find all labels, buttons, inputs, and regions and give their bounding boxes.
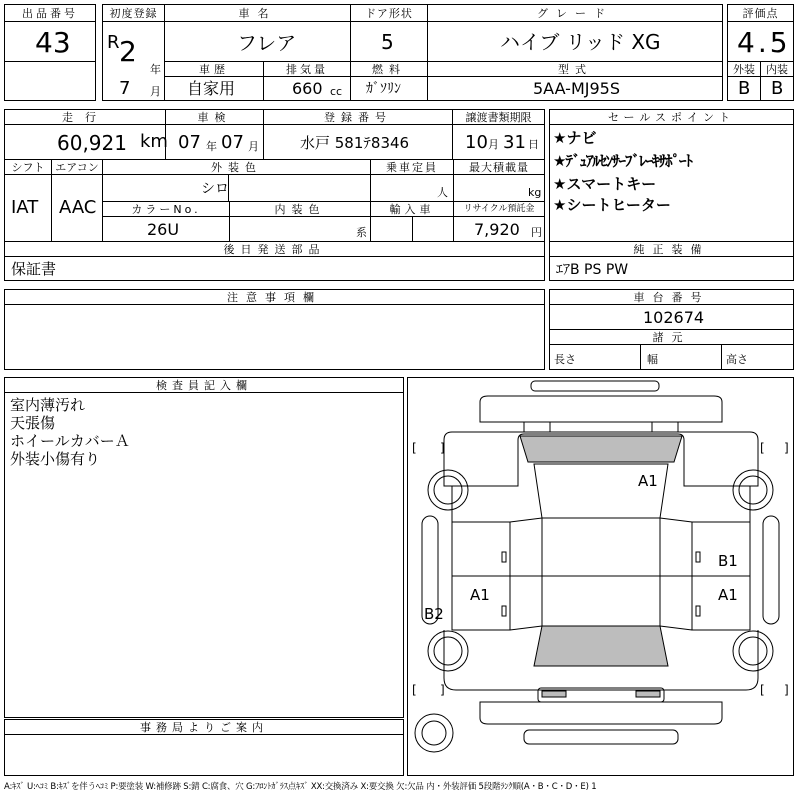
inspector-cell <box>4 392 404 718</box>
inspection-month: 07 <box>221 132 244 153</box>
displacement-unit: cc <box>330 85 343 98</box>
inspection-label: 車検 <box>197 111 232 124</box>
tail-light-right <box>636 691 660 697</box>
car-name-header <box>164 4 351 22</box>
car-history-label: 車歴 <box>199 63 229 76</box>
recycle-cell <box>453 216 545 242</box>
ext-color-divider <box>228 174 229 202</box>
transfer-label: 譲渡書類期限 <box>465 111 532 124</box>
displacement-cell <box>263 76 351 101</box>
first-reg-month-unit: 月 <box>150 85 161 98</box>
transfer-header <box>452 109 545 125</box>
sales-point-item: ★スマートキー <box>553 175 657 193</box>
plate-value: 水戸 581ﾃ8346 <box>300 134 410 152</box>
chassis-label: 車台番号 <box>633 291 710 304</box>
office-cell <box>4 734 404 776</box>
bracket-right-rear-close: ] <box>784 683 789 697</box>
notes-header <box>4 289 545 305</box>
spare-tire-inner <box>422 721 446 745</box>
bracket-right-front-open: [ <box>760 441 765 455</box>
model-value: 5AA-MJ95S <box>533 79 620 98</box>
model-label: 型式 <box>558 63 592 76</box>
transfer-day-unit: 日 <box>528 138 539 151</box>
bracket-right-rear-open: [ <box>760 683 765 697</box>
inspection-cell <box>165 124 264 160</box>
door-header <box>350 4 428 22</box>
rear-window <box>534 626 668 666</box>
mileage-header <box>4 109 166 125</box>
capacity-label: 乗車定員 <box>386 161 438 174</box>
inspector-line: 天張傷 <box>10 414 56 432</box>
mileage-cell <box>4 124 166 160</box>
capacity-header <box>370 159 454 175</box>
first-reg-header <box>102 4 165 22</box>
bracket-left-front-close: ] <box>440 441 445 455</box>
recycle-unit: 円 <box>531 226 542 239</box>
inspector-line: 室内薄汚れ <box>10 396 86 414</box>
sales-point-item: ★シートヒーター <box>553 196 671 214</box>
int-grade-cell <box>760 76 794 101</box>
model-cell <box>427 76 723 101</box>
lot-no-header <box>4 4 96 22</box>
fuel-value: ｶﾞｿﾘﾝ <box>366 81 401 97</box>
car-name-cell <box>164 21 351 62</box>
shift-cell <box>4 174 52 242</box>
lot-no-cell <box>4 21 96 62</box>
lot-no-blank-cell <box>4 61 96 101</box>
damage-mark: B2 <box>424 605 444 623</box>
capacity-cell <box>370 174 454 202</box>
sales-point-item: ★ナビ <box>553 129 597 147</box>
inspection-year-unit: 年 <box>206 140 217 153</box>
pillar-lines <box>510 518 692 630</box>
length-cell <box>549 344 641 370</box>
ac-label: エアコン <box>55 161 99 174</box>
grade-value: ハイブ リッド XG <box>500 30 661 54</box>
mileage-label: 走行 <box>62 111 108 124</box>
inspector-label: 検査員記入欄 <box>156 379 252 392</box>
color-no-label: カラーNo. <box>131 203 201 216</box>
int-color-header <box>229 201 371 217</box>
color-no-cell <box>102 216 230 242</box>
car-history-header <box>164 61 264 77</box>
office-label: 事務局よりご案内 <box>140 721 268 734</box>
score-value: 4.5 <box>737 26 791 59</box>
legend-text: A:ｷｽﾞ U:ﾍｺﾐ B:ｷｽﾞを伴うﾍｺﾐ P:要塗装 W:補修跡 S:錆 C:腐食、穴 G:ﾌﾛﾝﾄｶﾞﾗｽ点ｷｽﾞ XX:交換済み X:要交換 欠:欠品 内・外装評価 5段階ﾗﾝｸ順(A・B・C・D・E) 1 <box>4 782 597 792</box>
rear-bumper-lower <box>524 730 678 744</box>
door-handle <box>696 606 700 616</box>
equipment-cell <box>549 256 794 281</box>
int-color-label: 内装色 <box>274 203 326 216</box>
notes-label: 注意事項欄 <box>227 291 322 304</box>
grade-cell <box>427 21 723 62</box>
height-label: 高さ <box>726 353 748 366</box>
inspector-line: ホイールカバーＡ <box>10 432 130 450</box>
inspector-line: 外装小傷有り <box>10 450 101 468</box>
shift-label: シフト <box>11 161 45 174</box>
model-header <box>427 61 723 77</box>
first-reg-label: 初度登録 <box>109 7 158 20</box>
ext-color-label: 外装色 <box>211 161 262 174</box>
score-cell <box>727 21 794 62</box>
wheel-front-left-inner <box>434 476 462 504</box>
notes-cell <box>4 304 545 370</box>
fuel-cell <box>350 76 428 101</box>
ext-grade-header <box>727 61 761 77</box>
damage-mark: A1 <box>638 472 658 490</box>
first-reg-cell <box>102 21 165 101</box>
load-label: 最大積載量 <box>469 161 529 174</box>
era-value: R <box>107 32 120 53</box>
displacement-value: 660 <box>292 79 323 98</box>
ext-label: 外装 <box>733 63 755 76</box>
bracket-right-front-close: ] <box>784 441 789 455</box>
dimensions-label: 諸元 <box>652 331 691 344</box>
lot-no-value: 43 <box>35 26 71 59</box>
load-header <box>453 159 545 175</box>
inspection-month-unit: 月 <box>248 140 259 153</box>
recycle-label: リサイクル預託金 <box>463 204 535 214</box>
import-label: 輸入車 <box>389 203 435 216</box>
bracket-left-front-open: [ <box>412 441 417 455</box>
int-color-cell <box>229 216 371 242</box>
shift-value: IAT <box>11 197 39 218</box>
roof-panel <box>542 518 660 626</box>
wheel-front-right-inner <box>739 476 767 504</box>
recycle-header <box>453 201 545 217</box>
chassis-header <box>549 289 794 305</box>
bracket-left-rear-open: [ <box>412 683 417 697</box>
spare-tire <box>415 714 453 752</box>
equipment-header <box>549 241 794 257</box>
car-name-label: 車名 <box>238 7 277 20</box>
width-label: 幅 <box>647 353 658 366</box>
car-history-value: 自家用 <box>187 79 236 98</box>
damage-mark: A1 <box>470 586 490 604</box>
grade-header <box>427 4 723 22</box>
door-value: 5 <box>381 30 394 54</box>
car-diagram <box>408 378 793 775</box>
load-unit: kg <box>528 186 542 199</box>
width-cell <box>640 344 722 370</box>
side-skirt-right <box>763 516 779 624</box>
color-no-value: 26U <box>147 220 180 239</box>
door-handle <box>696 552 700 562</box>
ext-color-value: シロ <box>201 181 229 197</box>
mileage-unit: km <box>140 131 168 152</box>
damage-mark: B1 <box>718 552 738 570</box>
ac-value: AAC <box>59 197 97 218</box>
chassis-value: 102674 <box>643 308 705 327</box>
plate-label: 登録番号 <box>324 111 392 124</box>
dimensions-header <box>549 329 794 345</box>
equipment-value: ｴｱB PS PW <box>556 262 629 278</box>
fuel-label: 燃料 <box>372 63 406 76</box>
car-name-value: フレア <box>237 31 297 55</box>
door-handle <box>502 606 506 616</box>
int-color-unit: 系 <box>356 226 367 239</box>
wheel-rear-right-inner <box>739 637 767 665</box>
inspection-header <box>165 109 264 125</box>
first-reg-month: 7 <box>119 78 131 99</box>
sales-point-item: ★ﾃﾞｭｱﾙｾﾝｻｰﾌﾞﾚｰｷｻﾎﾟｰﾄ <box>553 152 692 170</box>
mileage-value: 60,921 <box>57 131 127 155</box>
capacity-unit: 人 <box>437 186 448 199</box>
windshield <box>520 436 682 462</box>
door-cell <box>350 21 428 62</box>
rear-bumper <box>480 702 722 724</box>
score-header <box>727 4 794 22</box>
load-cell <box>453 174 545 202</box>
sales-points-cell <box>549 124 794 242</box>
int-label: 内装 <box>766 63 788 76</box>
displacement-label: 排気量 <box>286 63 328 76</box>
car-history-cell <box>164 76 264 101</box>
door-front-left <box>452 522 510 576</box>
door-handle <box>502 552 506 562</box>
first-reg-year-unit: 年 <box>150 63 161 76</box>
parts-cell <box>4 256 545 281</box>
equipment-label: 純正装備 <box>633 243 710 256</box>
fuel-header <box>350 61 428 77</box>
transfer-month: 10 <box>465 132 488 153</box>
car-diagram-frame <box>407 377 794 776</box>
grade-label: グレード <box>537 7 613 20</box>
score-label: 評価点 <box>742 7 779 20</box>
parts-value: 保証書 <box>11 260 57 278</box>
office-header <box>4 719 404 735</box>
front-bumper <box>531 381 659 391</box>
headlight-right <box>652 422 678 432</box>
height-cell <box>721 344 794 370</box>
transfer-cell <box>452 124 545 160</box>
bracket-left-rear-close: ] <box>440 683 445 697</box>
door-label: ドア形状 <box>365 7 413 20</box>
ext-grade-cell <box>727 76 761 101</box>
ac-header <box>51 159 103 175</box>
shift-header <box>4 159 52 175</box>
transfer-day: 31 <box>503 132 526 153</box>
int-grade-value: B <box>771 78 784 99</box>
wheel-rear-left-inner <box>434 637 462 665</box>
plate-cell <box>263 124 453 160</box>
ext-color-header <box>102 159 371 175</box>
ext-color-cell <box>102 174 371 202</box>
inspection-year: 07 <box>178 132 201 153</box>
color-no-header <box>102 201 230 217</box>
tail-light-left <box>542 691 566 697</box>
displacement-header <box>263 61 351 77</box>
sales-points-label: セールスポイント <box>607 111 735 124</box>
ext-grade-value: B <box>738 78 751 99</box>
import-header <box>370 201 454 217</box>
import-divider <box>412 216 413 242</box>
first-reg-year: 2 <box>119 35 137 68</box>
headlight-left <box>524 422 550 432</box>
damage-mark: A1 <box>718 586 738 604</box>
plate-header <box>263 109 453 125</box>
ac-cell <box>51 174 103 242</box>
chassis-cell <box>549 304 794 330</box>
recycle-value: 7,920 <box>474 220 520 239</box>
hood <box>480 396 722 422</box>
parts-label: 後日発送部品 <box>223 243 326 256</box>
lot-no-label: 出品番号 <box>22 7 78 20</box>
transfer-month-unit: 月 <box>488 138 499 151</box>
parts-header <box>4 241 545 257</box>
int-grade-header <box>760 61 794 77</box>
inspector-header <box>4 377 404 393</box>
sales-points-header <box>549 109 794 125</box>
length-label: 長さ <box>554 353 576 366</box>
